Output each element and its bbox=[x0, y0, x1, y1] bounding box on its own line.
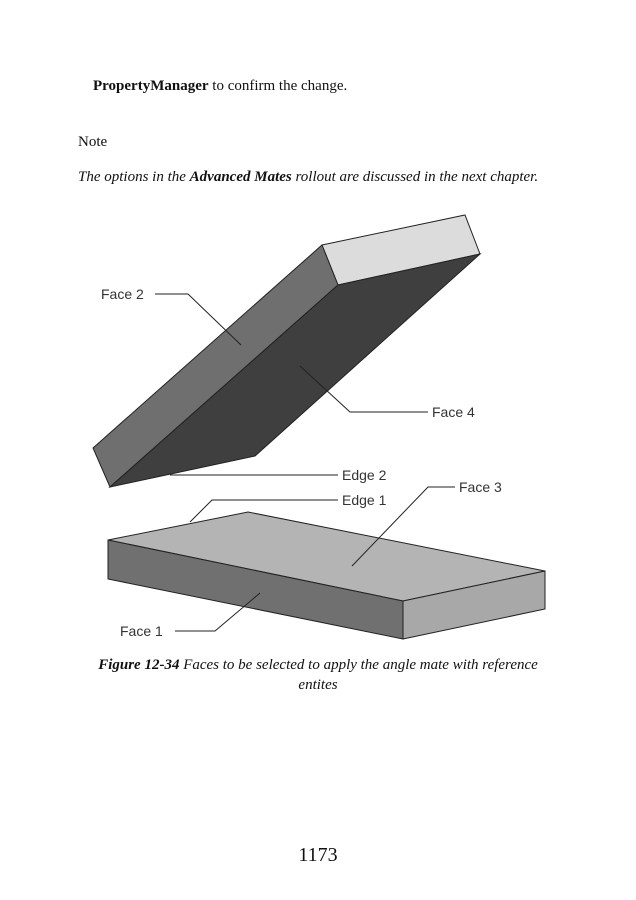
figure-caption-text: Faces to be selected to apply the angle mate with reference entites bbox=[179, 657, 538, 693]
intro-line bbox=[93, 78, 347, 95]
note-advanced-mates: Advanced Mates bbox=[189, 169, 292, 185]
angle-mate-figure bbox=[0, 205, 636, 645]
propertymanager-term: PropertyManager bbox=[93, 78, 209, 94]
figure-number: Figure 12-34 bbox=[98, 657, 180, 673]
intro-text: to confirm the change. bbox=[208, 78, 348, 94]
label-face-2: Face 2 bbox=[101, 286, 144, 302]
figure-caption bbox=[78, 655, 558, 695]
label-face-1: Face 1 bbox=[120, 623, 163, 639]
label-face-4: Face 4 bbox=[432, 404, 475, 420]
page-number: 1173 bbox=[298, 844, 338, 866]
label-face-3: Face 3 bbox=[459, 479, 502, 495]
label-edge-2: Edge 2 bbox=[342, 467, 387, 483]
label-edge-1: Edge 1 bbox=[342, 492, 387, 508]
note-text-1: The options in the bbox=[78, 169, 190, 185]
note-heading: Note bbox=[78, 134, 108, 150]
note-text-2: rollout are discussed in the next chapter. bbox=[291, 169, 539, 185]
note-body bbox=[78, 167, 560, 187]
